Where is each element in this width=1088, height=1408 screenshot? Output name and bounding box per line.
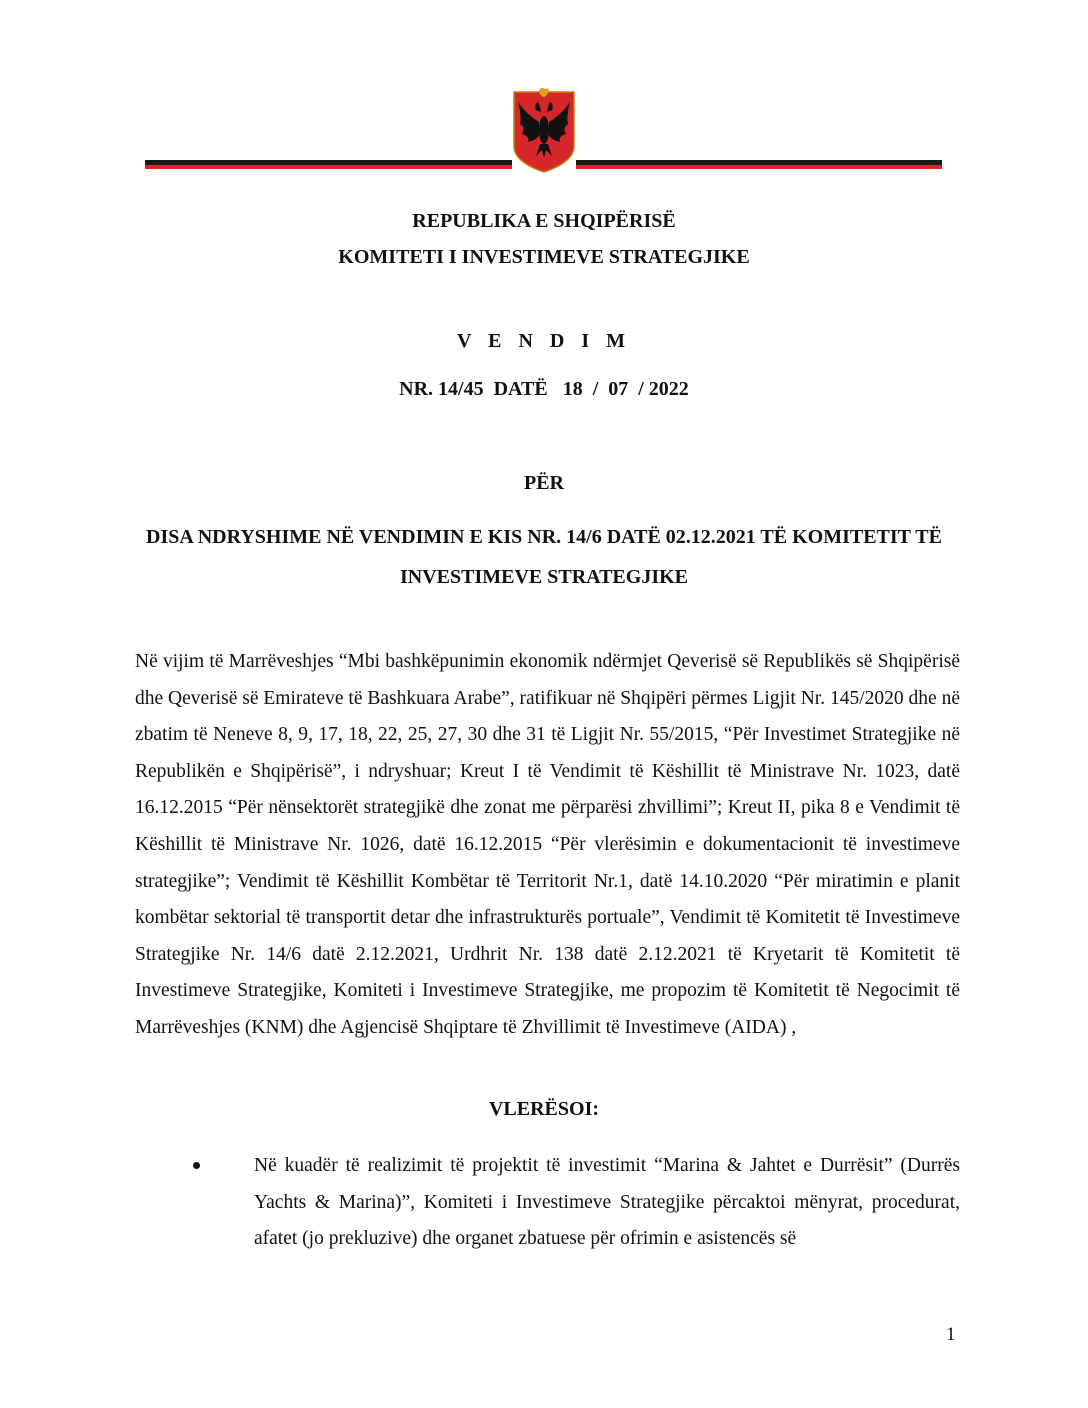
decision-title: V E N D I M <box>457 330 631 352</box>
vleresoi-heading: VLERËSOI: <box>488 1098 600 1120</box>
bullet-icon <box>193 1162 200 1169</box>
albanian-coat-of-arms-icon <box>512 88 576 174</box>
committee-heading: KOMITETI I INVESTIMEVE STRATEGJIKE <box>338 246 750 268</box>
preamble-paragraph: Në vijim të Marrëveshjes “Mbi bashkëpunimin ekonomik ndërmjet Qeverisë së Republikës së Shqipërisë dhe Qeverisë së Emirateve të Bashkuara Arabe”, ratifikuar në Shqipëri përmes Ligjit Nr. 145/2020 dhe në zbatim të Neneve 8, 9, 17, 18, 22, 25, 27, 30 dhe 31 të Ligjit Nr. 55/2015, “Për Investimet Strategjike në Republikën e Shqipërisë”, i ndryshuar; Kreut I të Vendimit të Këshillit të Ministrave Nr. 1023, datë 16.12.2015 “Për nënsektorët strategjikë dhe zonat me përparësi zhvillimi”; Kreut II, pika 8 e Vendimit të Këshillit të Ministrave Nr. 1026, datë 16.12.2015 “Për vlerësimin e dokumentacionit të investimeve strategjike”; Vendimit të Këshillit Kombëtar të Territorit Nr.1, datë 14.10.2020 “Për miratimin e planit kombëtar sektorial të transportit detar dhe infrastrukturës portuale”, Vendimit të Komitetit të Investimeve Strategjike Nr. 14/6 datë 2.12.2021, Urdhrit Nr. 138 datë 2.12.2021 të Kryetarit të Komitetit të Investimeve Strategjike, Komiteti i Investimeve Strategjike, me propozim të Komitetit të Negocimit të Marrëveshjes (KNM) dhe Agjencisë Shqiptare të Zhvillimit të Investimeve (AIDA) , <box>135 651 960 1038</box>
decision-subject: DISA NDRYSHIME NË VENDIMIN E KIS NR. 14/6 DATË 02.12.2021 TË KOMITETIT TË INVESTIMEVE STRATEGJIKE <box>146 526 942 588</box>
country-heading: REPUBLIKA E SHQIPËRISË <box>412 210 676 232</box>
header-rule-left <box>145 160 512 169</box>
letterhead <box>0 0 1088 190</box>
list-item-text: Në kuadër të realizimit të projektit të investimit “Marina & Jahtet e Durrësit” (Durrës Yachts & Marina)”, Komiteti i Investimeve Strategjike përcaktoi mënyrat, procedurat, afatet (jo prekluzive) dhe organet zbatuese për ofrimin e asistencës së <box>254 1155 960 1250</box>
per-heading: PËR <box>524 472 564 494</box>
page-number: 1 <box>946 1324 956 1345</box>
decision-number-date: NR. 14/45 DATË 18 / 07 / 2022 <box>399 378 689 400</box>
header-rule-right <box>576 160 942 169</box>
